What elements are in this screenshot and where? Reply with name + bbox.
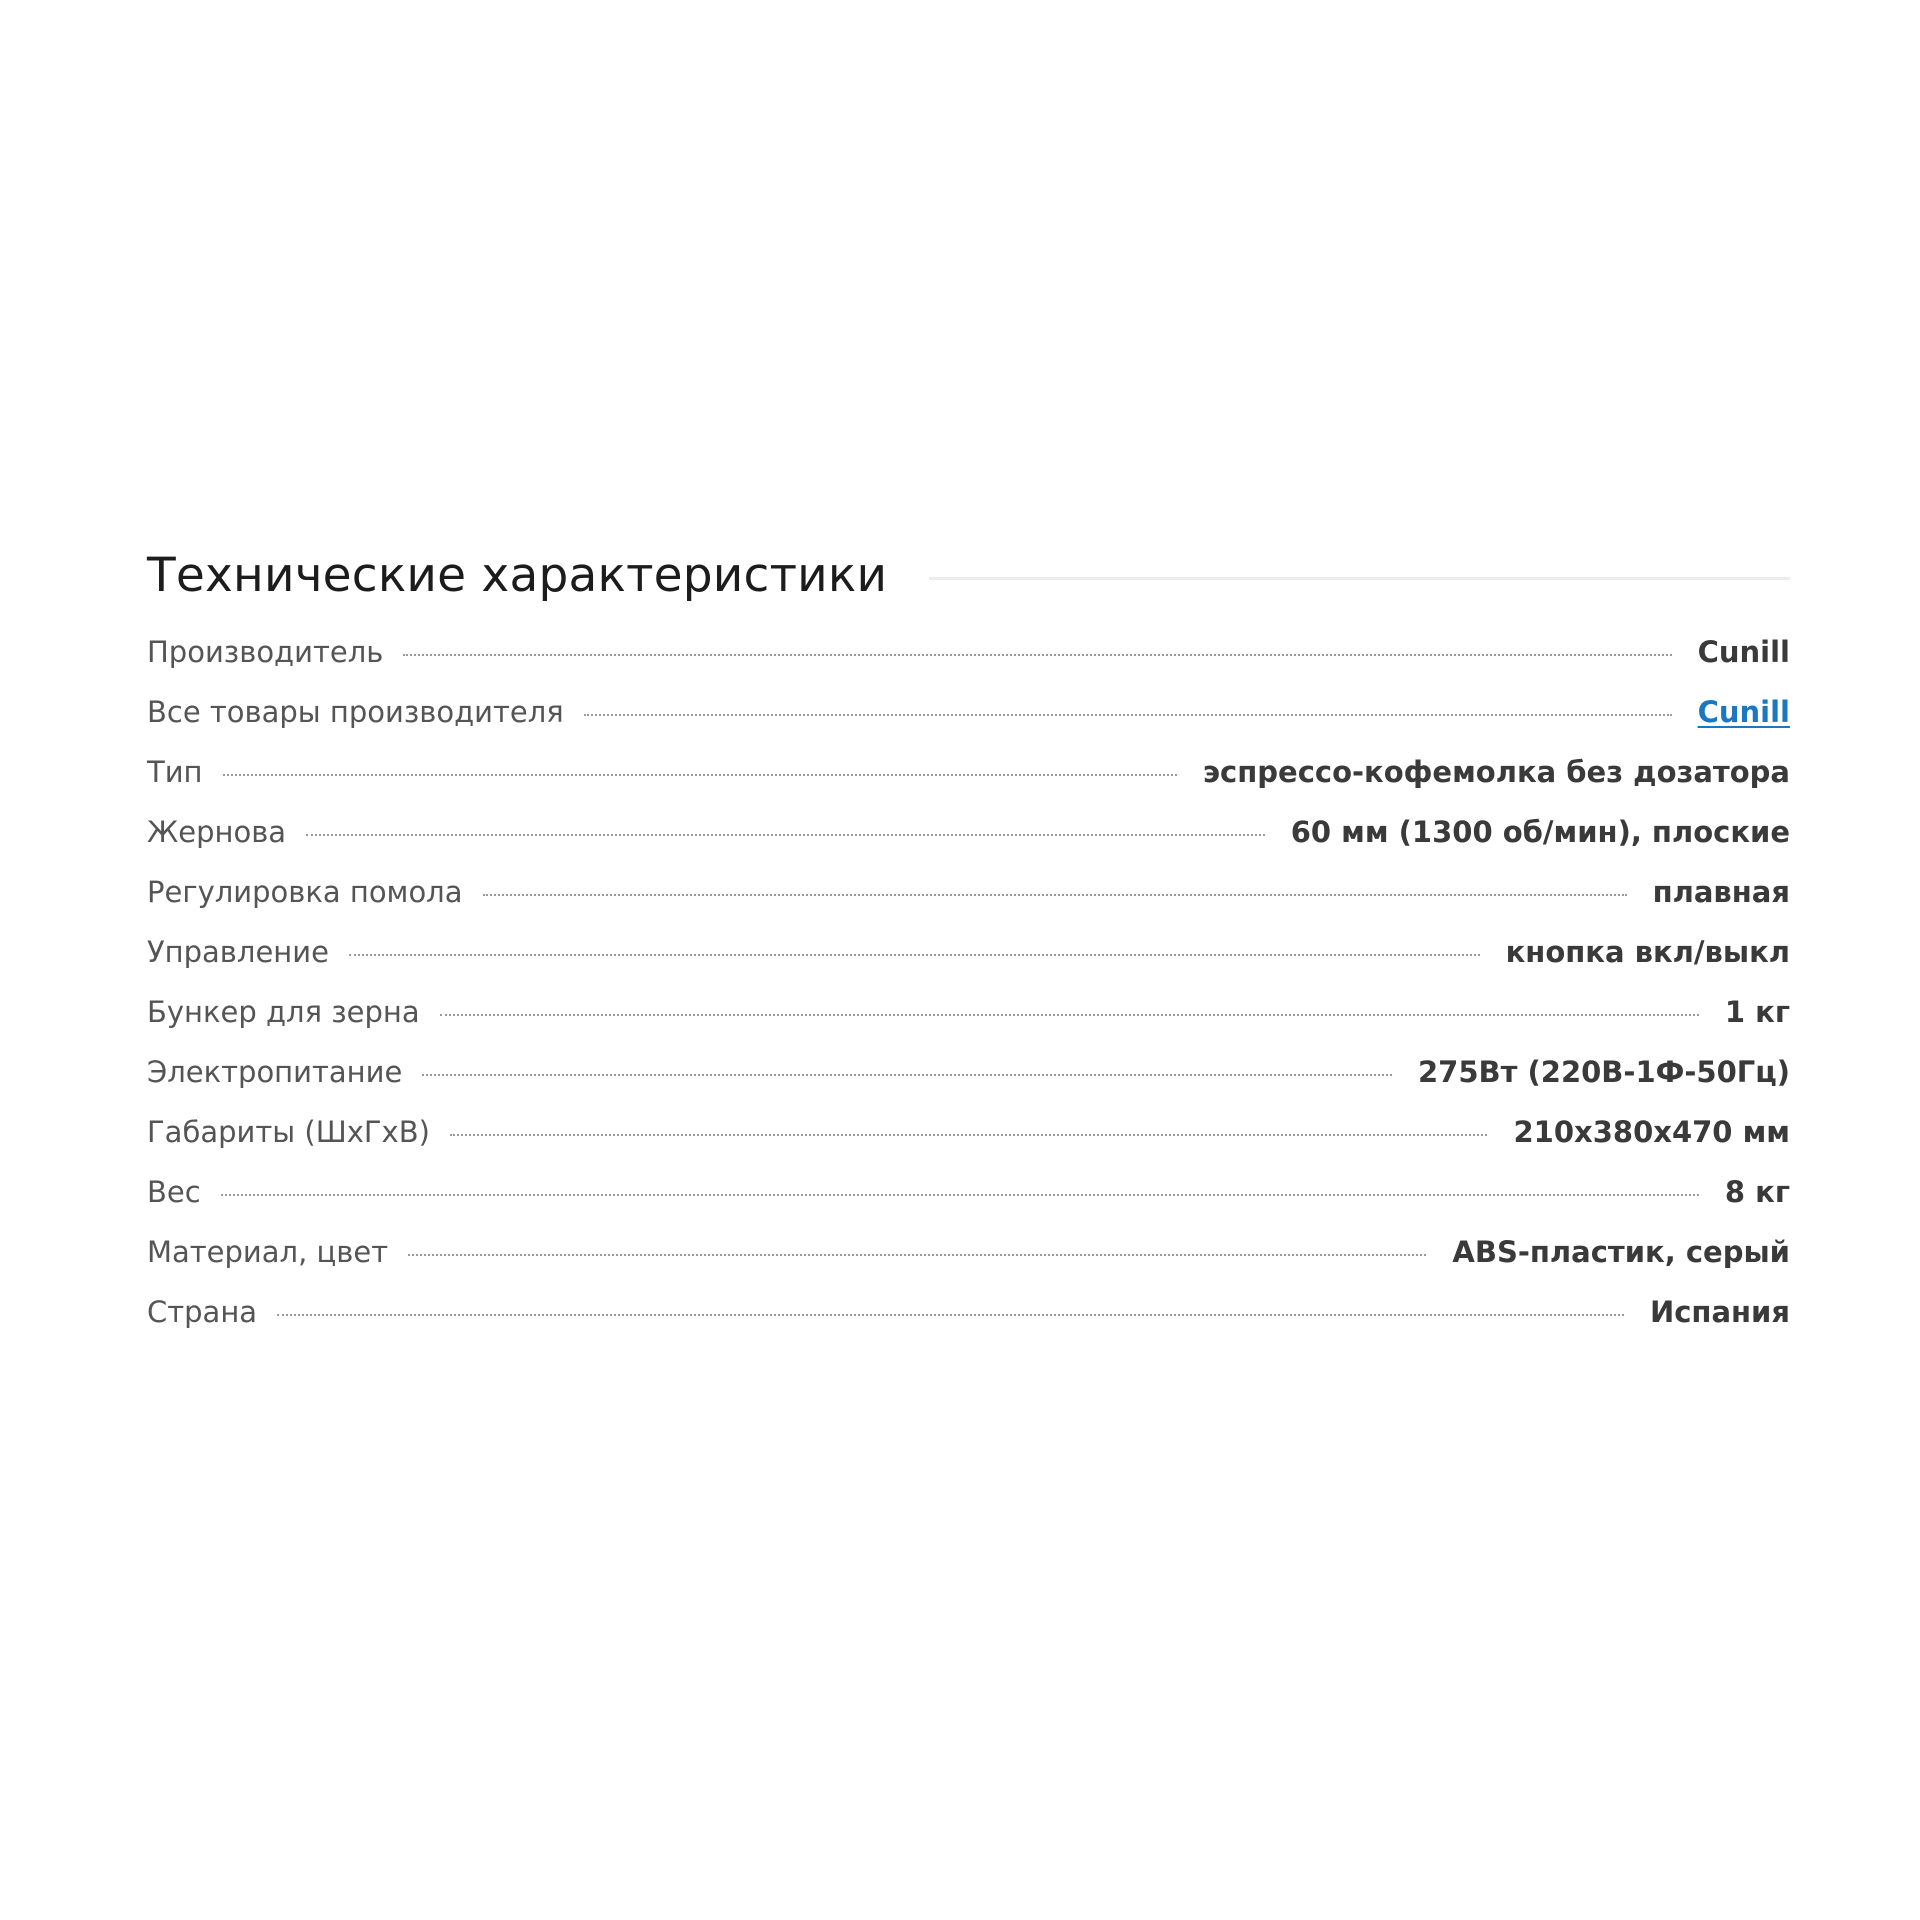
dotted-leader [584,714,1672,716]
spec-row-country [147,1282,1790,1342]
spec-label: Производитель [147,635,384,669]
spec-label: Габариты (ШхГхВ) [147,1115,430,1149]
dotted-leader [450,1134,1488,1136]
spec-value: 275Вт (220В-1Ф-50Гц) [1417,1055,1790,1089]
spec-value: плавная [1652,875,1790,909]
dotted-leader [408,1254,1426,1256]
spec-value: 60 мм (1300 об/мин), плоские [1290,815,1790,849]
header-divider [929,577,1790,580]
spec-label: Вес [147,1175,201,1209]
spec-value [1698,682,1790,742]
spec-row-control [147,922,1790,982]
spec-value: 1 кг [1724,995,1790,1029]
dotted-leader [277,1314,1624,1316]
spec-value: кнопка вкл/выкл [1505,935,1790,969]
spec-row-weight [147,1162,1790,1222]
spec-value: 210х380х470 мм [1513,1115,1790,1149]
spec-label: Регулировка помола [147,875,463,909]
dotted-leader [349,954,1480,956]
dotted-leader [403,654,1671,656]
dotted-leader [221,1194,1699,1196]
spec-label: Жернова [147,815,287,849]
spec-row-power [147,1042,1790,1102]
spec-row-grind-adjustment [147,862,1790,922]
spec-row-all-products [147,682,1790,742]
dotted-leader [422,1074,1392,1076]
spec-label: Электропитание [147,1055,403,1089]
spec-label: Управление [147,935,329,969]
spec-label: Бункер для зерна [147,995,420,1029]
spec-row-manufacturer [147,622,1790,682]
spec-label: Материал, цвет [147,1235,389,1269]
spec-label: Страна [147,1295,258,1329]
spec-list [147,622,1790,1342]
dotted-leader [440,1014,1699,1016]
spec-row-dimensions [147,1102,1790,1162]
spec-row-material [147,1222,1790,1282]
spec-value: Cunill [1697,635,1790,669]
dotted-leader [483,894,1627,896]
spec-value: эспрессо-кофемолка без дозатора [1202,755,1790,789]
spec-row-burrs [147,802,1790,862]
spec-row-bean-hopper [147,982,1790,1042]
spec-row-type [147,742,1790,802]
manufacturer-link[interactable]: Cunill [1697,695,1790,729]
spec-value: Испания [1649,1295,1790,1329]
dotted-leader [306,834,1265,836]
dotted-leader [223,774,1177,776]
tech-specs-section [147,540,1790,1342]
spec-value: 8 кг [1724,1175,1790,1209]
spec-label: Все товары производителя [147,695,564,729]
spec-label: Тип [147,755,203,789]
spec-value: ABS-пластик, серый [1452,1235,1790,1269]
specs-title: Технические характеристики [147,547,888,603]
specs-header [147,540,1790,610]
